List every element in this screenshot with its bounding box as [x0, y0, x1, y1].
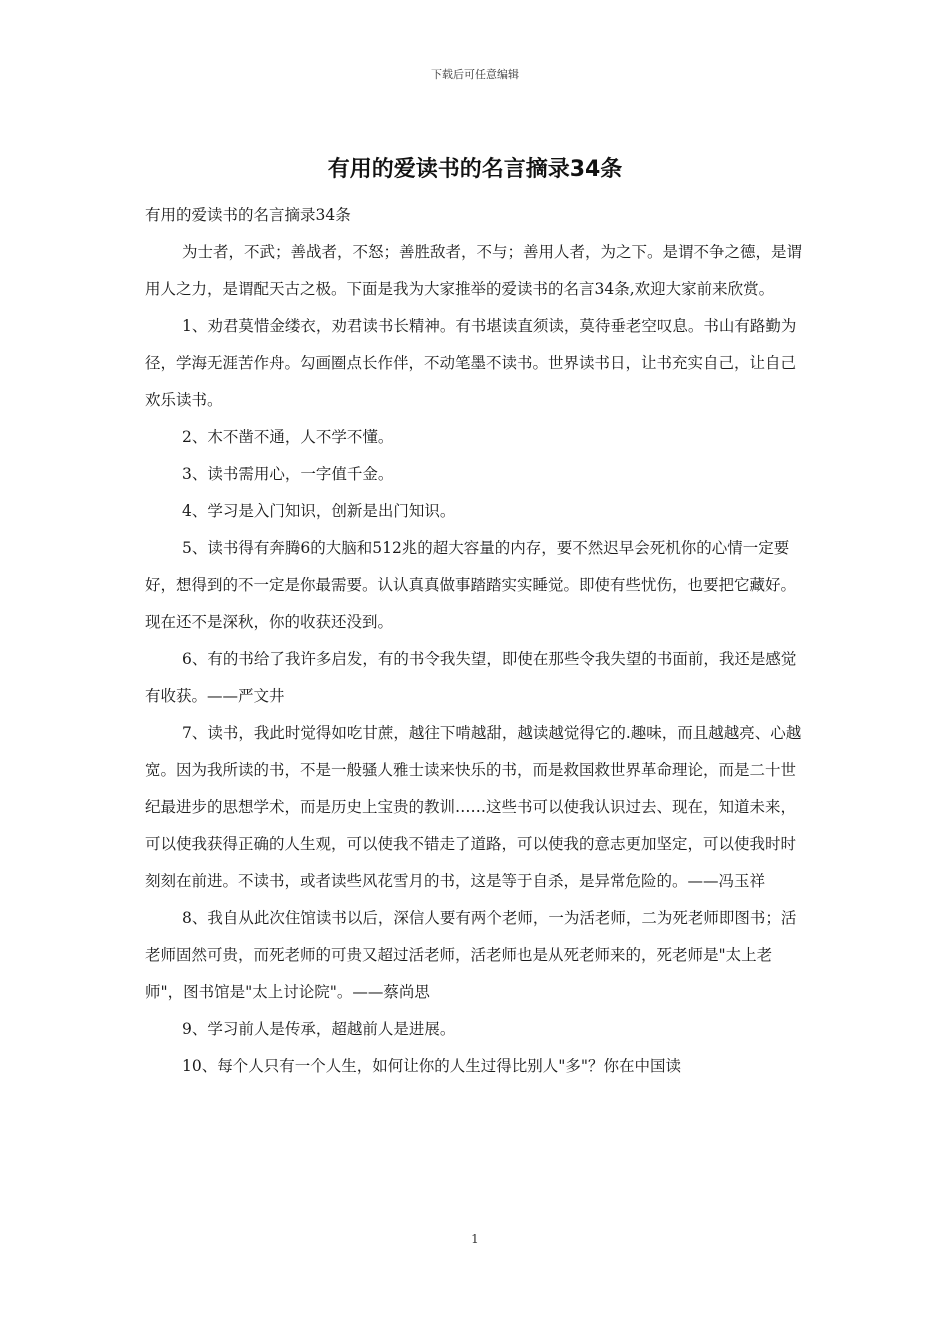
quote-paragraph: 2、木不凿不通，人不学不懂。: [182, 428, 394, 446]
document-body: [145, 197, 810, 1085]
quote-paragraph: 7、读书，我此时觉得如吃甘蔗，越往下啃越甜，越读越觉得它的.趣味，而且越越亮、心越宽。因为我所读的书，不是一般骚人雅士读来快乐的书，而是救国救世界革命理论，而是二十世纪最进步的思想学术，而是历史上宝贵的教训……这些书可以使我认识过去、现在，知道未来，可以使我获得正确的人生观，可以使我不错走了道路，可以使我的意志更加坚定，可以使我时时刻刻在前进。不读书，或者读些风花雪月的书，这是等于自杀，是异常危险的。——冯玉祥: [145, 724, 802, 890]
intro-paragraph: 为士者，不武；善战者，不怒；善胜敌者，不与；善用人者，为之下。是谓不争之德，是谓用人之力，是谓配天古之极。下面是我为大家推举的爱读书的名言34条,欢迎大家前来欣赏。: [145, 243, 803, 298]
quote-paragraph: 10、每个人只有一个人生，如何让你的人生过得比别人"多"？你在中国读: [182, 1057, 681, 1075]
document-subtitle: 有用的爱读书的名言摘录34条: [145, 206, 351, 224]
quote-paragraph: 1、劝君莫惜金缕衣，劝君读书长精神。有书堪读直须读，莫待垂老空叹息。书山有路勤为径，学海无涯苦作舟。勾画圈点长作伴，不动笔墨不读书。世界读书日，让书充实自己，让自己欢乐读书。: [145, 317, 797, 409]
quote-paragraph: 9、学习前人是传承，超越前人是进展。: [182, 1020, 456, 1038]
header-note: 下载后可任意编辑: [431, 68, 519, 81]
quote-paragraph: 5、读书得有奔腾6的大脑和512兆的超大容量的内存，要不然迟早会死机你的心情一定要好，想得到的不一定是你最需要。认认真真做事踏踏实实睡觉。即使有些忧伤，也要把它藏好。现在还不是深秋，你的收获还没到。: [145, 539, 797, 631]
quote-paragraph: 4、学习是入门知识，创新是出门知识。: [182, 502, 456, 520]
quote-paragraph: 6、有的书给了我许多启发，有的书令我失望，即使在那些令我失望的书面前，我还是感觉有收获。——严文井: [145, 650, 797, 705]
quote-paragraph: 8、我自从此次住馆读书以后，深信人要有两个老师，一为活老师，二为死老师即图书；活老师固然可贵，而死老师的可贵又超过活老师，活老师也是从死老师来的，死老师是"太上老师"，图书馆是"太上讨论院"。——蔡尚思: [145, 909, 797, 1001]
page-number: 1: [471, 1232, 479, 1246]
document-title: 有用的爱读书的名言摘录34条: [327, 157, 623, 182]
quote-paragraph: 3、读书需用心，一字值千金。: [182, 465, 394, 483]
